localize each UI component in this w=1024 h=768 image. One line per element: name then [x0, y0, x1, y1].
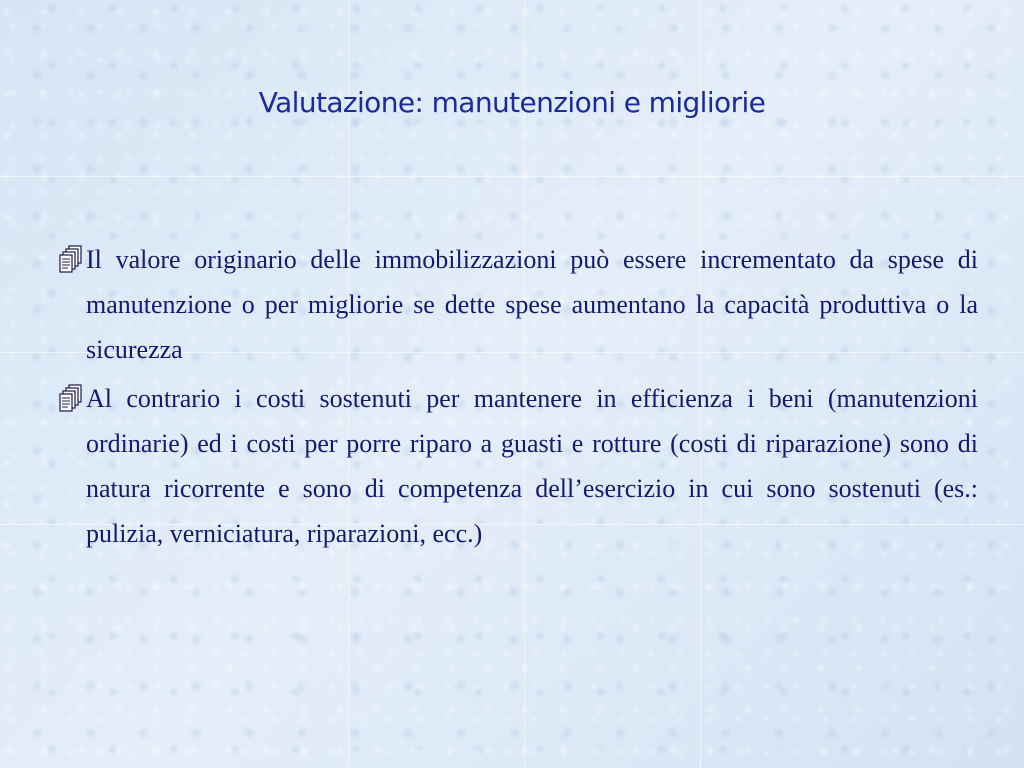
bullet-text: Il valore originario delle immobilizzazioni può essere incrementato da spese di manutenzione o per migliorie se dette spese aumentano la capacità produttiva o la sicurezza [86, 245, 978, 364]
bullet-item [56, 376, 978, 556]
bullet-text: Al contrario i costi sostenuti per mantenere in efficienza i beni (manutenzioni ordinarie) ed i costi per porre riparo a guasti e rotture (costi di riparazione) sono di natura ricorrente e sono di competenza dell’esercizio in cui sono sostenuti (es.: pulizia, verniciatura, riparazioni, ecc.) [86, 384, 978, 548]
stacked-documents-icon [56, 382, 86, 412]
stacked-documents-icon [56, 243, 86, 273]
bullet-item [56, 237, 978, 372]
background-seam [0, 176, 1024, 177]
slide-title: Valutazione: manutenzioni e migliorie [258, 86, 766, 119]
bullet-list [56, 237, 978, 560]
